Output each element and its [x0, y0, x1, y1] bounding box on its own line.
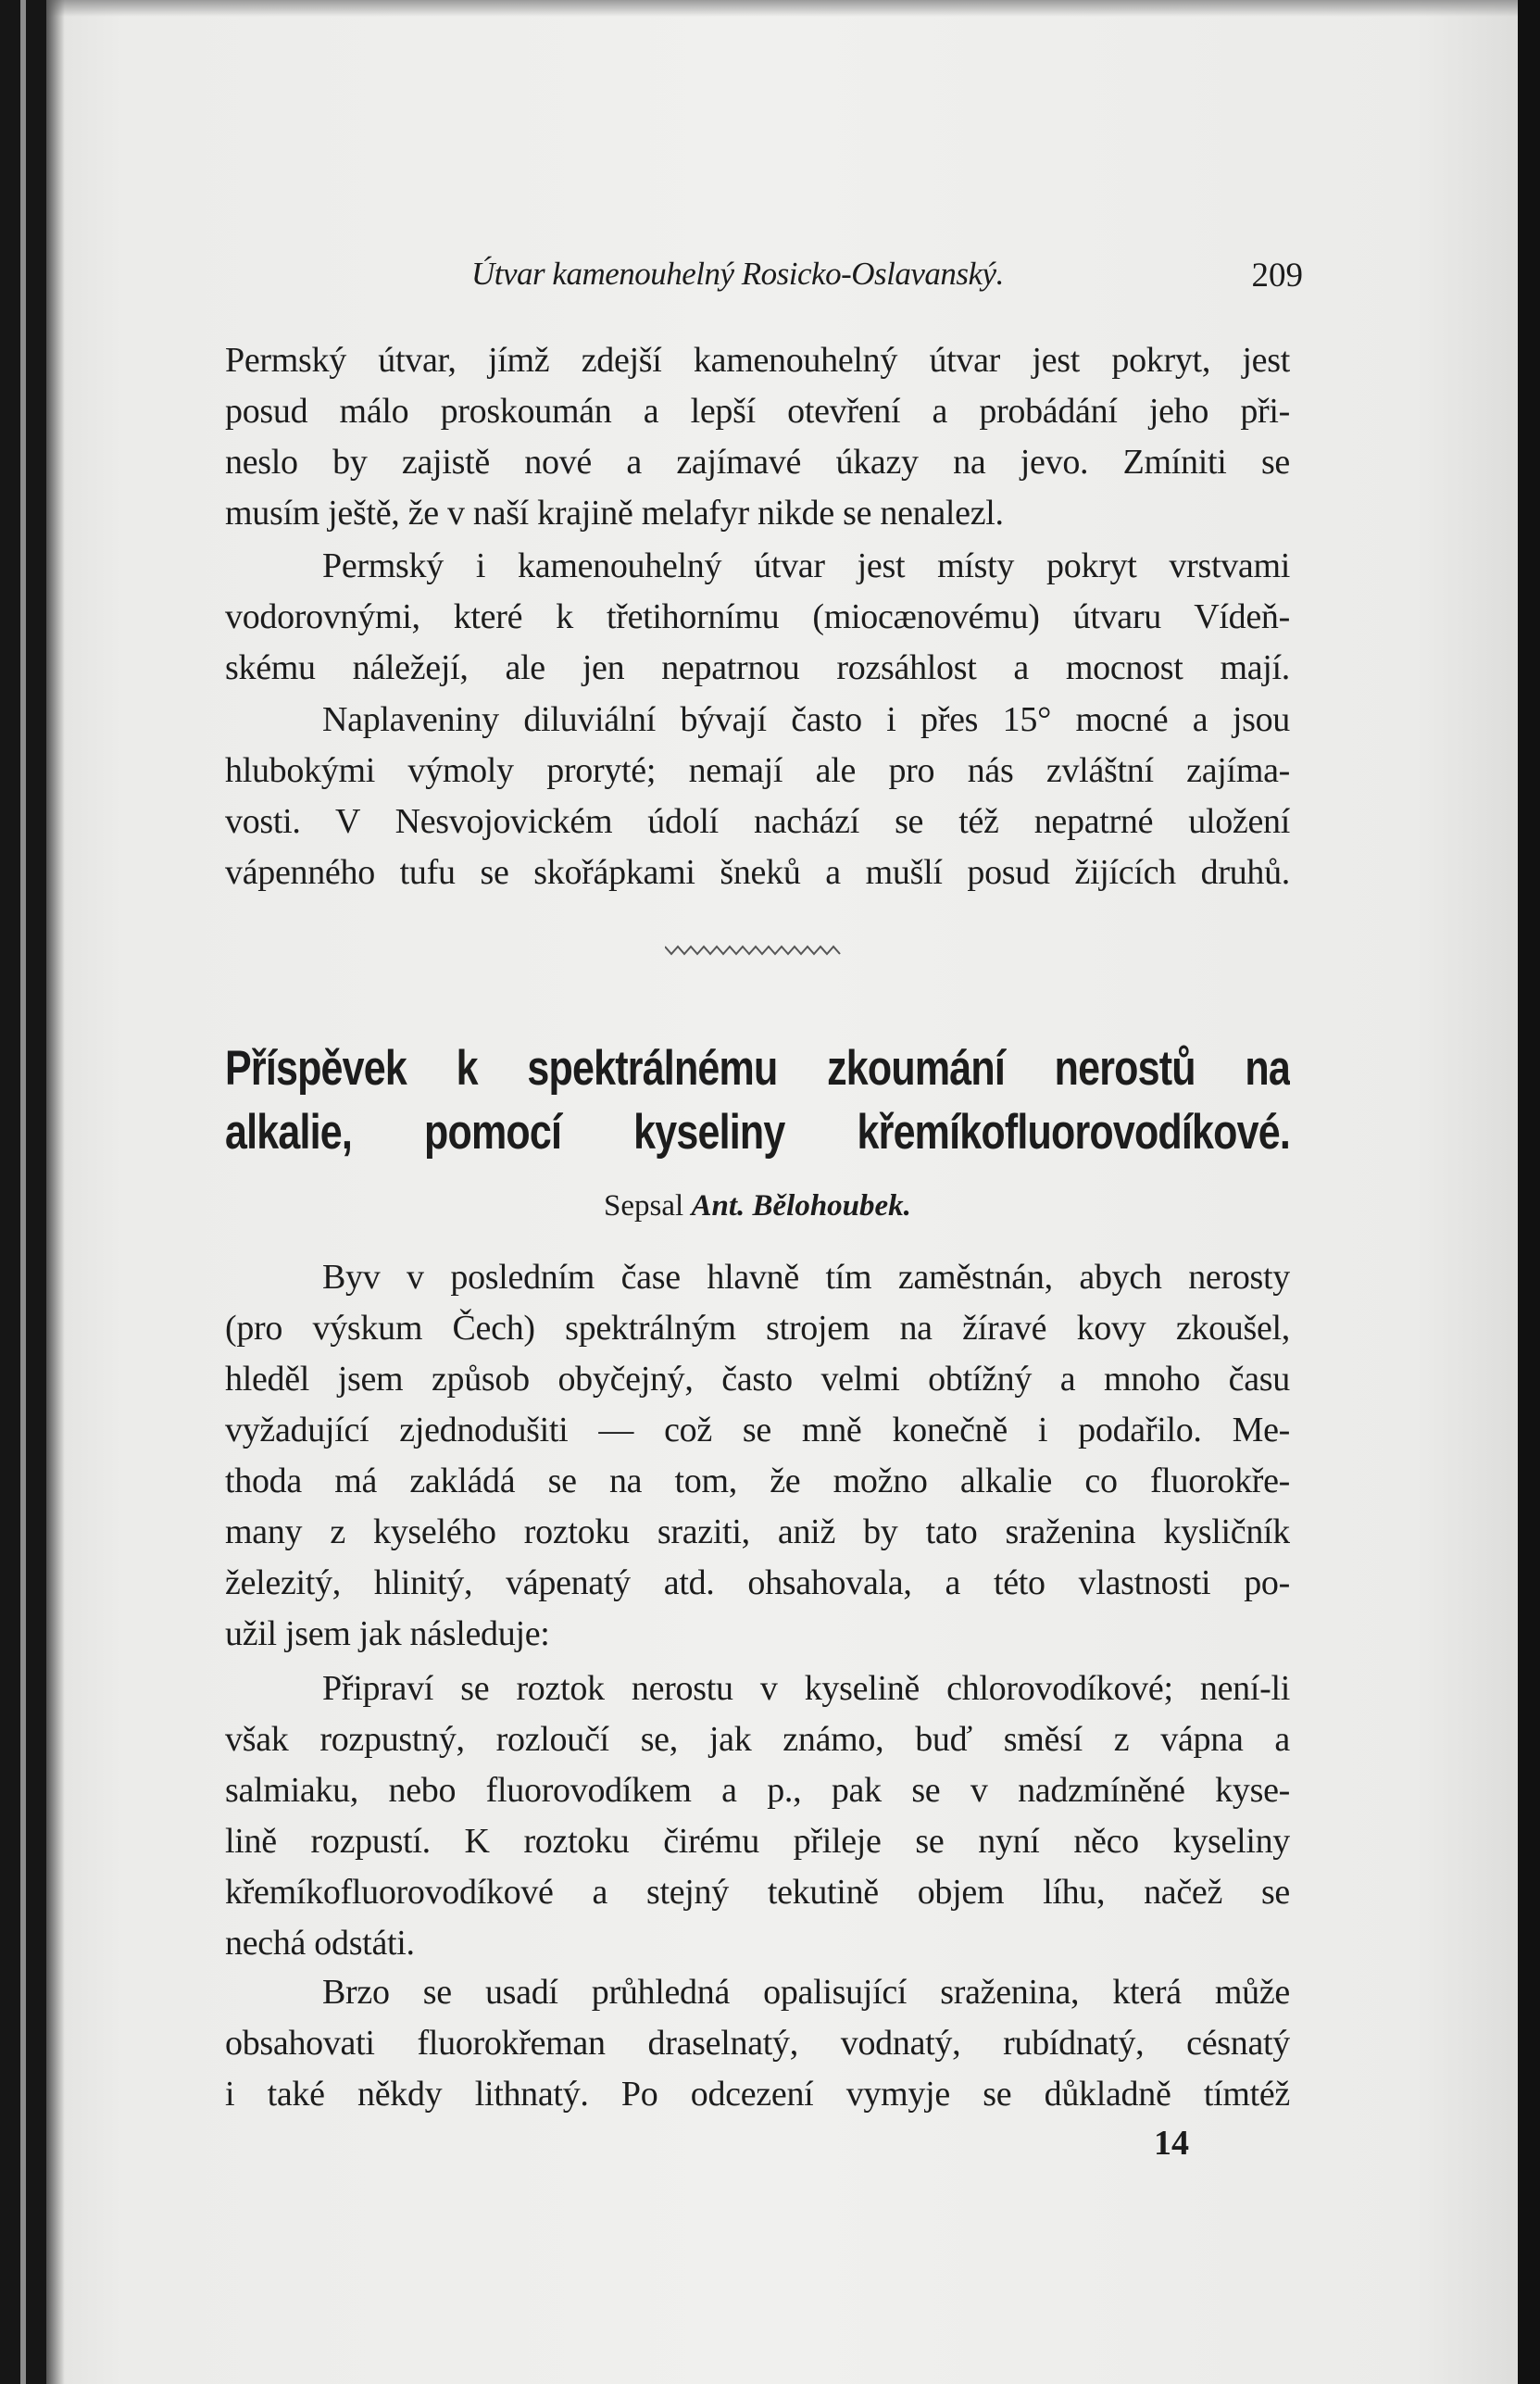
paragraph — [225, 335, 1290, 539]
text-line: Permský útvar, jímž zdejší kamenouhelný útvar jest pokryt, jest — [225, 341, 1290, 380]
text-line: vápenného tufu se skořápkami šneků a mušlí posud žijících druhů. — [225, 853, 1290, 892]
text-line: Byv v posledním čase hlavně tím zaměstnán, abych nerosty — [322, 1258, 1290, 1297]
paragraph — [225, 1663, 1290, 1969]
text-line: vosti. V Nesvojovickém údolí nachází se též nepatrné uložení — [225, 802, 1290, 841]
text-line: thoda má zakládá se na tom, že možno alkalie co fluorokře- — [225, 1462, 1290, 1500]
text-line: posud málo proskoumán a lepší otevření a probádání jeho při- — [225, 392, 1290, 431]
page-number: 209 — [1251, 257, 1303, 295]
text-line: hleděl jsem způsob obyčejný, často velmi obtížný a mnoho času — [225, 1360, 1290, 1399]
text-line: lině rozpustí. K roztoku čirému přileje se nyní něco kyseliny — [225, 1822, 1290, 1861]
text-line: Brzo se usadí průhledná opalisující sraženina, která může — [322, 1973, 1290, 2012]
scan-left-edge-shadow — [46, 0, 65, 2384]
section-divider-ornament — [665, 941, 841, 960]
running-title: Útvar kamenouhelný Rosicko-Oslavanský. — [471, 256, 1004, 292]
text-line: vodorovnými, které k třetihornímu (miocænovému) útvaru Vídeň- — [225, 597, 1290, 636]
title-line: alkalie, pomocí kyseliny křemíkofluorovodíkové. — [225, 1105, 1290, 1161]
text-line: skému náležejí, ale jen nepatrnou rozsáhlost a mocnost mají. — [225, 648, 1290, 687]
text-line: i také někdy lithnatý. Po odcezení vymyje se důkladně tímtéž — [225, 2075, 1290, 2114]
text-line: (pro výskum Čech) spektrálným strojem na žíravé kovy zkoušel, — [225, 1309, 1290, 1348]
text-line: nechá odstáti. — [225, 1924, 415, 1963]
paragraph — [225, 695, 1290, 898]
text-line: obsahovati fluorokřeman draselnatý, vodnatý, rubídnatý, césnatý — [225, 2024, 1290, 2063]
byline-prefix: Sepsal — [604, 1189, 684, 1223]
text-line: salmiaku, nebo fluorovodíkem a p., pak se v nadzmíněné kyse- — [225, 1771, 1290, 1810]
article-title — [225, 1037, 1290, 1165]
text-line: musím ještě, že v naší krajině melafyr nikde se nenalezl. — [225, 494, 1004, 533]
text-line: však rozpustný, rozloučí se, jak známo, buď směsí z vápna a — [225, 1720, 1290, 1759]
text-line: Připraví se roztok nerostu v kyselině chlorovodíkové; není-li — [322, 1669, 1290, 1708]
text-line: Permský i kamenouhelný útvar jest místy pokryt vrstvami — [322, 546, 1290, 585]
scan-top-shadow — [0, 0, 1540, 17]
text-line: užil jsem jak následuje: — [225, 1614, 550, 1653]
author-name: Ant. Bělohoubek. — [691, 1189, 911, 1223]
paragraph — [225, 1252, 1290, 1660]
text-line: křemíkofluorovodíkové a stejný tekutině objem líhu, načež se — [225, 1873, 1290, 1912]
text-line: hlubokými výmoly proryté; nemají ale pro nás zvláštní zajíma- — [225, 751, 1290, 790]
scan-right-edge — [1518, 0, 1540, 2384]
running-head — [225, 256, 1303, 302]
signature-mark: 14 — [1154, 2124, 1189, 2163]
text-line: železitý, hlinitý, vápenatý atd. ohsahovala, a této vlastnosti po- — [225, 1563, 1290, 1602]
paragraph — [225, 1967, 1290, 2120]
text-line: vyžadující zjednodušiti — což se mně konečně i podařilo. Me- — [225, 1411, 1290, 1449]
text-line: Naplaveniny diluviální bývají často i přes 15° mocné a jsou — [322, 700, 1290, 739]
text-line: many z kyselého roztoku sraziti, aniž by tato sraženina kysličník — [225, 1512, 1290, 1551]
text-line: neslo by zajistě nové a zajímavé úkazy na jevo. Zmíniti se — [225, 443, 1290, 482]
byline — [225, 1186, 1290, 1226]
paragraph — [225, 541, 1290, 694]
scan-left-edge-highlight — [20, 0, 26, 2384]
title-line: Příspěvek k spektrálnému zkoumání nerostů na — [225, 1041, 1290, 1097]
